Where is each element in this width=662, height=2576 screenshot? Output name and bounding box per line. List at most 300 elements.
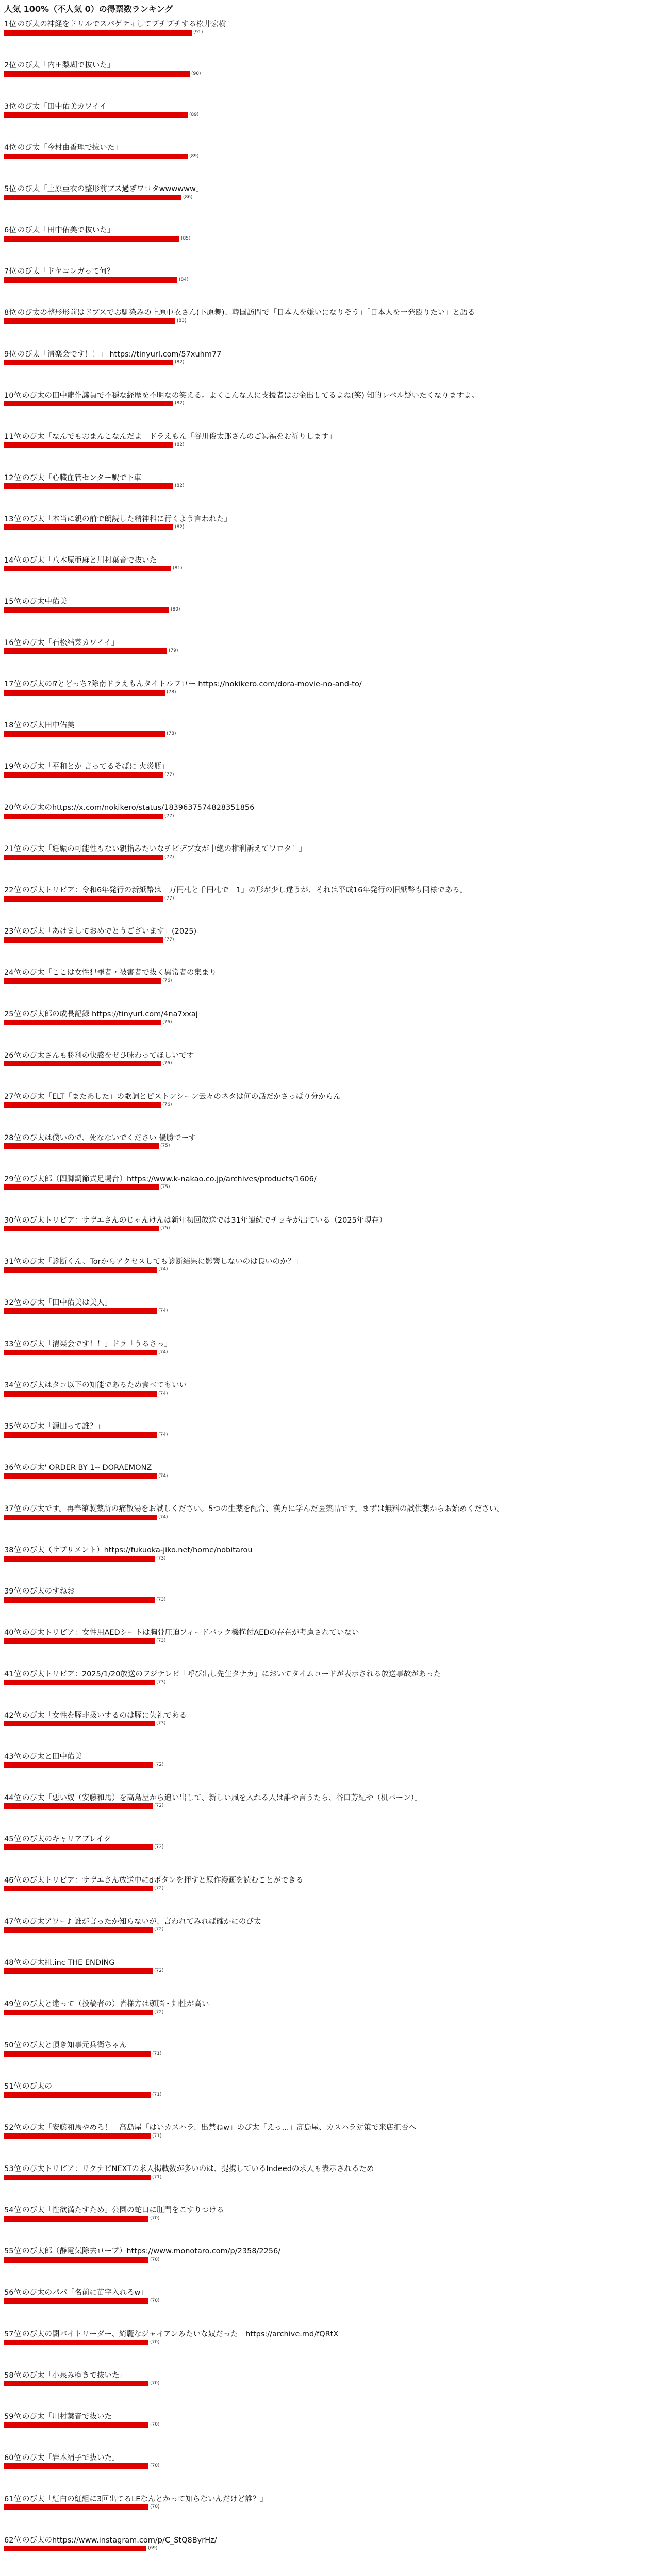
entry-text[interactable] (4, 515, 658, 524)
ranking-entry[interactable] (4, 226, 658, 242)
ranking-entry[interactable] (4, 1216, 658, 1232)
vote-score: (83) (177, 318, 187, 324)
vote-bar (4, 978, 161, 984)
vote-bar (4, 360, 173, 365)
entry-label: のび太「ドヤコンガって何？」 (17, 267, 122, 276)
ranking-entry[interactable] (4, 638, 658, 654)
ranking-entry[interactable] (4, 886, 658, 902)
vote-bar-row (4, 2050, 658, 2057)
ranking-entry[interactable] (4, 680, 658, 696)
entry-label: のび太のパパ「名前に苗字入れろw」 (22, 2289, 148, 2297)
entry-rank: 49位 (4, 2000, 21, 2008)
entry-text[interactable] (4, 2123, 658, 2132)
vote-score: (71) (152, 2050, 162, 2056)
vote-score: (78) (167, 689, 176, 695)
vote-bar (4, 524, 173, 530)
entry-text[interactable] (4, 308, 658, 317)
vote-bar-row (4, 566, 658, 572)
entry-rank: 47位 (4, 1917, 21, 1926)
vote-score: (80) (171, 607, 180, 613)
ranking-entry[interactable] (4, 927, 658, 943)
ranking-entry[interactable] (4, 1711, 658, 1727)
entry-text[interactable] (4, 1010, 658, 1019)
ranking-entry[interactable] (4, 1010, 658, 1026)
vote-bar (4, 896, 163, 902)
vote-bar (4, 1473, 157, 1479)
entry-label: のび太「安藤和馬やめろ！」高島屋「はいカスハラ、出禁ねw」のび太「えっ...」高島屋、カスハラ対策で来店拒否へ (22, 2124, 416, 2132)
vote-score: (77) (164, 854, 174, 860)
vote-bar-row (4, 731, 658, 737)
entry-rank: 6位 (4, 226, 16, 235)
ranking-entry[interactable] (4, 350, 658, 366)
ranking-entry[interactable] (4, 1835, 658, 1851)
vote-score: (70) (150, 2215, 160, 2221)
vote-bar-row (4, 1514, 658, 1520)
entry-text[interactable] (4, 226, 658, 235)
entry-label: のび太「紅白の紅組に3回出てるLEなんとかって知らないんだけど誰？」 (22, 2495, 268, 2503)
entry-text[interactable] (4, 350, 658, 359)
entry-text[interactable] (4, 61, 658, 70)
entry-rank: 40位 (4, 1629, 21, 1637)
vote-bar (4, 937, 163, 943)
vote-bar-row (4, 1803, 658, 1809)
entry-label: のび太「川村葉音で抜いた」 (22, 2412, 120, 2421)
vote-score: (70) (150, 2298, 160, 2303)
ranking-entry[interactable] (4, 2206, 658, 2222)
entry-text[interactable] (4, 1504, 658, 1514)
entry-text[interactable] (4, 638, 658, 648)
ranking-entry[interactable] (4, 2164, 658, 2180)
entry-text[interactable] (4, 473, 658, 483)
ranking-entry[interactable] (4, 1793, 658, 1809)
vote-score: (85) (181, 235, 191, 241)
entry-rank: 23位 (4, 927, 21, 936)
ranking-entry[interactable] (4, 102, 658, 118)
ranking-entry[interactable] (4, 844, 658, 860)
vote-bar (4, 1597, 155, 1603)
vote-bar-row (4, 1721, 658, 1727)
ranking-entry[interactable] (4, 2123, 658, 2139)
vote-bar-row (4, 1020, 658, 1026)
ranking-entry[interactable] (4, 1257, 658, 1273)
vote-bar-row (4, 442, 658, 448)
entry-label: のび太と頂き知事元兵衛ちゃん (22, 2041, 127, 2050)
ranking-entry[interactable] (4, 1381, 658, 1397)
entry-rank: 16位 (4, 638, 21, 647)
ranking-entry[interactable] (4, 1670, 658, 1686)
entry-text[interactable] (4, 556, 658, 565)
entry-text[interactable] (4, 1175, 658, 1184)
ranking-entry[interactable] (4, 1175, 658, 1191)
entry-rank: 61位 (4, 2495, 21, 2503)
entry-label: のび太田中佑美 (22, 721, 75, 730)
entry-text[interactable] (4, 597, 658, 606)
entry-rank: 18位 (4, 721, 21, 730)
vote-score: (82) (175, 483, 185, 489)
vote-bar-row (4, 153, 658, 159)
vote-bar-row (4, 2215, 658, 2222)
vote-bar (4, 2175, 151, 2180)
entry-rank: 33位 (4, 1340, 21, 1348)
entry-rank: 60位 (4, 2453, 21, 2462)
vote-score: (74) (158, 1308, 168, 1314)
entry-rank: 56位 (4, 2289, 21, 2297)
entry-text[interactable] (4, 1463, 658, 1472)
entry-label: のび太「田中佑美カワイイ」 (17, 103, 114, 111)
vote-score: (73) (156, 1638, 166, 1643)
vote-bar-row (4, 607, 658, 613)
vote-bar-row (4, 854, 658, 860)
entry-text[interactable] (4, 1257, 658, 1266)
entry-text[interactable] (4, 267, 658, 276)
vote-bar (4, 566, 171, 571)
entry-rank: 30位 (4, 1216, 21, 1225)
entry-label: のび太「妊娠の可能性もない親指みたいなチビデブ女が中絶の権利訴えてワロタ！」 (22, 845, 306, 854)
entry-label: のび太アワー♪ 誰が言ったか知らないが、言われてみれば確かにのび太 (22, 1917, 261, 1926)
vote-bar (4, 731, 165, 737)
entry-text[interactable] (4, 2536, 658, 2545)
entry-rank: 42位 (4, 1711, 21, 1720)
vote-bar (4, 1556, 155, 1562)
entry-text[interactable] (4, 1917, 658, 1926)
vote-bar-row (4, 1432, 658, 1438)
vote-bar-row (4, 2174, 658, 2180)
vote-bar-row (4, 2504, 658, 2511)
vote-score: (82) (175, 524, 185, 530)
ranking-entry[interactable] (4, 1340, 658, 1355)
vote-bar-row (4, 1102, 658, 1108)
vote-bar (4, 855, 163, 860)
ranking-entry[interactable] (4, 184, 658, 200)
vote-score: (89) (189, 112, 199, 117)
vote-bar-row (4, 2463, 658, 2469)
entry-text[interactable] (4, 1793, 658, 1803)
entry-text[interactable] (4, 2371, 658, 2380)
ranking-entry[interactable] (4, 597, 658, 613)
vote-bar (4, 401, 173, 406)
vote-score: (73) (156, 1555, 166, 1561)
entry-text[interactable] (4, 1999, 658, 2009)
entry-rank: 54位 (4, 2206, 21, 2215)
entry-rank: 21位 (4, 845, 21, 854)
entry-text[interactable] (4, 1628, 658, 1637)
vote-score: (84) (179, 277, 189, 282)
ranking-entry[interactable] (4, 2330, 658, 2346)
ranking-entry[interactable] (4, 2536, 658, 2552)
entry-rank: 9位 (4, 350, 16, 359)
entry-label: のび太「八木原亜麻と川村葉音で抜いた」 (22, 556, 164, 565)
vote-bar (4, 1432, 157, 1438)
entry-label: のび太「ELT「またあした」の歌詞とピストンシーン云々のネタは何の話だかさっぱり分からん」 (22, 1092, 349, 1101)
ranking-entry[interactable] (4, 20, 658, 36)
vote-score: (73) (156, 1597, 166, 1602)
entry-label: のび太組.inc THE ENDING (22, 1958, 115, 1967)
ranking-entry[interactable] (4, 803, 658, 819)
vote-bar (4, 1350, 157, 1355)
ranking-entry[interactable] (4, 556, 658, 572)
entry-text[interactable] (4, 1670, 658, 1679)
vote-score: (70) (150, 2463, 160, 2469)
vote-bar (4, 1762, 153, 1768)
vote-bar (4, 1391, 157, 1397)
entry-label: のび太はタコ以下の知能であるため食べてもいい (22, 1381, 187, 1390)
ranking-entry[interactable] (4, 308, 658, 324)
entry-text[interactable] (4, 2247, 658, 2256)
vote-bar-row (4, 360, 658, 366)
entry-text[interactable] (4, 102, 658, 111)
vote-score: (72) (154, 1927, 164, 1933)
vote-bar (4, 2010, 153, 2015)
ranking-entry[interactable] (4, 1876, 658, 1892)
ranking-entry[interactable] (4, 515, 658, 531)
entry-rank: 1位 (4, 20, 16, 28)
entry-text[interactable] (4, 20, 658, 29)
vote-score: (75) (160, 1184, 170, 1190)
entry-text[interactable] (4, 1340, 658, 1349)
entry-text[interactable] (4, 2412, 658, 2421)
vote-bar (4, 1267, 157, 1273)
ranking-entry[interactable] (4, 1133, 658, 1149)
entry-text[interactable] (4, 1835, 658, 1844)
vote-bar-row (4, 1267, 658, 1273)
entry-text[interactable] (4, 762, 658, 771)
entry-rank: 51位 (4, 2082, 21, 2091)
ranking-entry[interactable] (4, 1298, 658, 1314)
entry-text[interactable] (4, 2164, 658, 2174)
entry-rank: 12位 (4, 473, 21, 482)
ranking-entry[interactable] (4, 391, 658, 407)
entry-text[interactable] (4, 2495, 658, 2504)
vote-score: (72) (154, 1803, 164, 1809)
vote-bar-row (4, 401, 658, 407)
entry-text[interactable] (4, 2206, 658, 2215)
entry-rank: 7位 (4, 267, 16, 276)
ranking-entry[interactable] (4, 2495, 658, 2511)
vote-bar-row (4, 1638, 658, 1644)
ranking-entry[interactable] (4, 1051, 658, 1067)
ranking-entry[interactable] (4, 473, 658, 489)
ranking-entry[interactable] (4, 721, 658, 737)
ranking-entry[interactable] (4, 2412, 658, 2428)
vote-score: (70) (150, 2340, 160, 2345)
vote-score: (70) (150, 2504, 160, 2510)
ranking-entry[interactable] (4, 1587, 658, 1603)
vote-bar (4, 318, 175, 324)
ranking-entry[interactable] (4, 143, 658, 159)
ranking-entry[interactable] (4, 432, 658, 448)
ranking-entry[interactable] (4, 1463, 658, 1479)
entry-text[interactable] (4, 1546, 658, 1555)
vote-score: (71) (152, 2133, 162, 2139)
entry-label: のび太「平和とか 言ってるそばに 火炎瓶」 (22, 762, 169, 771)
ranking-entry[interactable] (4, 267, 658, 283)
vote-bar (4, 1803, 153, 1809)
entry-text[interactable] (4, 1216, 658, 1225)
entry-rank: 48位 (4, 1958, 21, 1967)
vote-bar-row (4, 1680, 658, 1686)
entry-rank: 57位 (4, 2330, 21, 2338)
entry-text[interactable] (4, 2041, 658, 2050)
entry-label: のび太「清楽会です！！」ドラ「うるさっ」 (22, 1340, 172, 1348)
vote-score: (77) (164, 813, 174, 819)
ranking-entry[interactable] (4, 762, 658, 778)
vote-bar (4, 1968, 153, 1974)
vote-bar-row (4, 29, 658, 36)
entry-text[interactable] (4, 1133, 658, 1143)
vote-bar-row (4, 483, 658, 489)
vote-bar (4, 442, 173, 448)
entry-text[interactable] (4, 1752, 658, 1761)
vote-bar (4, 483, 173, 489)
vote-bar (4, 1515, 157, 1520)
vote-bar-row (4, 1762, 658, 1768)
vote-bar (4, 2422, 148, 2428)
entry-label: のび太と田中佑美 (22, 1752, 82, 1761)
vote-bar (4, 690, 165, 696)
entry-rank: 36位 (4, 1464, 21, 1472)
vote-bar (4, 2133, 151, 2139)
entry-rank: 13位 (4, 515, 21, 523)
entry-rank: 37位 (4, 1505, 21, 1514)
entry-label: のび太「清楽会です！！」 https://tinyurl.com/57xuhm77 (17, 350, 222, 359)
entry-text[interactable] (4, 391, 658, 400)
entry-label: のび太トリビア：令和6年発行の新紙幣は一万円札と千円札で「1」の形が少し違うが、それは平成16年発行の旧紙幣も同様である。 (22, 886, 468, 895)
ranking-entry[interactable] (4, 1092, 658, 1108)
vote-bar-row (4, 1308, 658, 1314)
ranking-entry[interactable] (4, 2371, 658, 2387)
ranking-entry[interactable] (4, 1958, 658, 1974)
entry-label: のび太「小泉みゆきで抜いた」 (22, 2371, 127, 2380)
vote-bar (4, 1143, 159, 1149)
entry-text[interactable] (4, 1711, 658, 1720)
entry-rank: 34位 (4, 1381, 21, 1390)
vote-bar (4, 2092, 151, 2098)
vote-score: (74) (158, 1514, 168, 1520)
entry-text[interactable] (4, 2453, 658, 2463)
entry-label: のび太のhttps://www.instagram.com/p/C_StQ8ByrHz/ (22, 2536, 217, 2545)
ranking-entry[interactable] (4, 1504, 658, 1520)
entry-text[interactable] (4, 1958, 658, 1968)
ranking-entry[interactable] (4, 2082, 658, 2098)
entry-rank: 22位 (4, 886, 21, 895)
ranking-entry[interactable] (4, 1752, 658, 1768)
entry-text[interactable] (4, 1092, 658, 1101)
entry-text[interactable] (4, 886, 658, 895)
vote-bar-row (4, 2340, 658, 2346)
vote-bar (4, 2463, 148, 2469)
ranking-entry[interactable] (4, 2247, 658, 2263)
page-title: 人気 100%（不人気 0）の得票数ランキング (4, 4, 173, 14)
entry-text[interactable] (4, 432, 658, 442)
entry-rank: 4位 (4, 144, 16, 152)
entry-text[interactable] (4, 1381, 658, 1390)
vote-score: (89) (189, 153, 199, 159)
entry-label: のび太トリビア：女性用AEDシートは胸骨圧迫フィードバック機構付AEDの存在が考慮されていない (22, 1629, 359, 1637)
entry-rank: 43位 (4, 1752, 21, 1761)
vote-bar-row (4, 772, 658, 778)
vote-bar-row (4, 1391, 658, 1397)
entry-label: のび太の神経をドリルでスパゲティしてブチブチする松井宏樹 (17, 20, 226, 28)
entry-text[interactable] (4, 680, 658, 689)
vote-bar (4, 814, 163, 819)
entry-label: のび太（サプリメント）https://fukuoka-jiko.net/home/nobitarou (22, 1546, 253, 1555)
entry-label: のび太さんも勝利の快感をゼひ味わってほしいです (22, 1051, 194, 1060)
entry-text[interactable] (4, 844, 658, 854)
ranking-entry[interactable] (4, 2288, 658, 2304)
entry-text[interactable] (4, 2288, 658, 2297)
ranking-entry[interactable] (4, 2453, 658, 2469)
vote-score: (74) (158, 1432, 168, 1437)
ranking-entry[interactable] (4, 1999, 658, 2015)
entry-text[interactable] (4, 803, 658, 812)
vote-score: (76) (162, 1061, 172, 1066)
entry-text[interactable] (4, 721, 658, 730)
vote-bar (4, 236, 179, 242)
entry-rank: 5位 (4, 185, 16, 194)
entry-label: のび太「本当に親の前で朗読した精神科に行くよう言われた」 (22, 515, 231, 523)
entry-label: のび太「診断くん、Torからアクセスしても診断結果に影響しないのは良いのか？」 (22, 1257, 303, 1266)
entry-rank: 46位 (4, 1876, 21, 1885)
entry-text[interactable] (4, 1587, 658, 1596)
entry-text[interactable] (4, 968, 658, 977)
entry-rank: 27位 (4, 1092, 21, 1101)
entry-rank: 17位 (4, 680, 21, 688)
entry-rank: 38位 (4, 1546, 21, 1555)
ranking-entry[interactable] (4, 2041, 658, 2057)
vote-bar-row (4, 1473, 658, 1479)
entry-rank: 24位 (4, 969, 21, 977)
vote-score: (70) (150, 2422, 160, 2428)
entry-text[interactable] (4, 1876, 658, 1885)
entry-text[interactable] (4, 1422, 658, 1431)
entry-text[interactable] (4, 2330, 658, 2339)
ranking-entry[interactable] (4, 1546, 658, 1562)
entry-label: のび太の⁉とどっち?除南ドラえもんタイトルフロー https://nokikero.com/dora-movie-no-and-to/ (22, 680, 362, 688)
ranking-entry[interactable] (4, 1628, 658, 1644)
ranking-entry[interactable] (4, 61, 658, 77)
ranking-entry[interactable] (4, 1422, 658, 1438)
entry-rank: 2位 (4, 61, 16, 70)
entry-label: のび太「あけましておめでとうございます」(2025) (22, 927, 197, 936)
vote-score: (86) (183, 194, 193, 200)
vote-bar-row (4, 2422, 658, 2428)
vote-bar-row (4, 689, 658, 696)
vote-score: (77) (164, 937, 174, 942)
entry-label: のび太トリビア：リクナビNEXTの求人掲載数が多いのは、提携しているIndeedの求人も表示されるため (22, 2165, 374, 2174)
vote-bar-row (4, 2133, 658, 2139)
ranking-entry[interactable] (4, 968, 658, 984)
vote-score: (82) (175, 401, 185, 406)
entry-label: のび太「源田って誰？」 (22, 1422, 105, 1431)
entry-text[interactable] (4, 1051, 658, 1060)
ranking-entry[interactable] (4, 1917, 658, 1933)
entry-text[interactable] (4, 184, 658, 194)
entry-text[interactable] (4, 2082, 658, 2091)
entry-text[interactable] (4, 143, 658, 152)
entry-rank: 3位 (4, 103, 16, 111)
entry-rank: 58位 (4, 2371, 21, 2380)
vote-bar (4, 1308, 157, 1314)
entry-text[interactable] (4, 1298, 658, 1308)
entry-text[interactable] (4, 927, 658, 936)
entry-label: のび太のhttps://x.com/nokikero/status/1839637574828351856 (22, 804, 255, 812)
entry-label: のび太「田中佑美で抜いた」 (17, 226, 115, 235)
entry-label: のび太郎（静電気除去ロープ）https://www.monotaro.com/p/2358/2256/ (22, 2247, 281, 2256)
vote-score: (77) (164, 772, 174, 777)
entry-rank: 39位 (4, 1587, 21, 1596)
vote-bar (4, 2340, 148, 2345)
vote-bar-row (4, 2381, 658, 2387)
